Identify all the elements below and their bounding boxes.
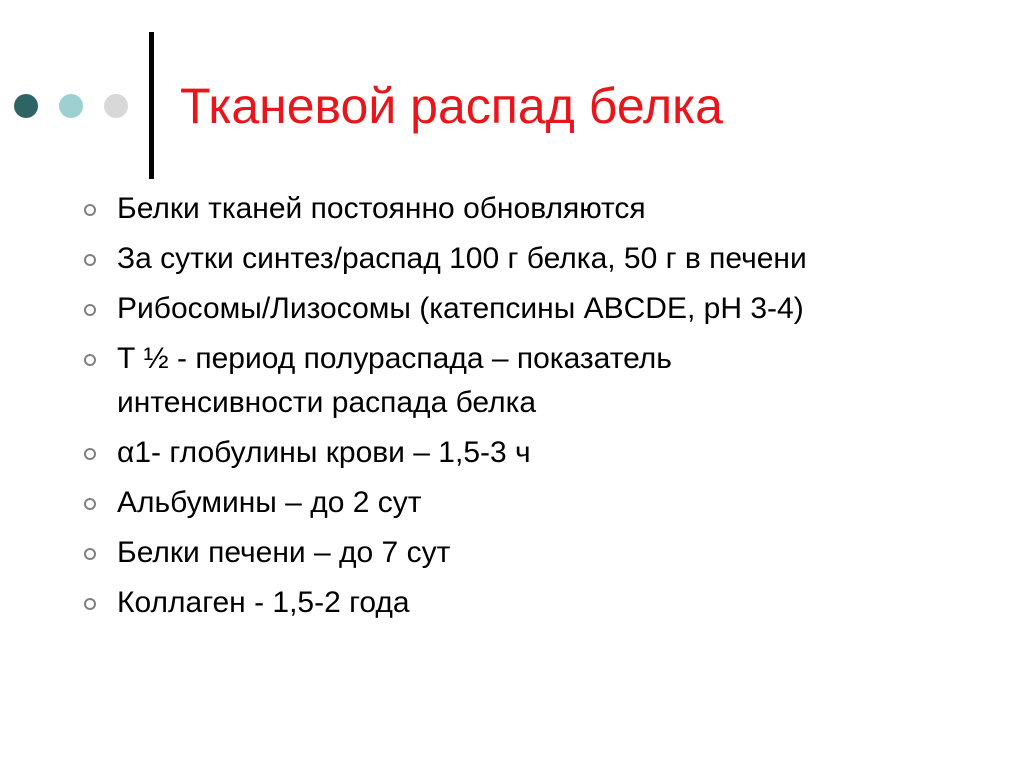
bullet-ring-icon: [84, 498, 96, 510]
title-divider-line: [149, 32, 154, 179]
bullet-item: [80, 581, 980, 625]
bullet-item: [80, 531, 980, 575]
bullet-item: [80, 337, 980, 425]
bullet-ring-icon: [84, 204, 96, 216]
decorative-dot-light-teal: [59, 94, 83, 118]
bullet-text: Белки печени – до 7 сут: [117, 536, 451, 569]
bullet-ring-icon: [84, 354, 96, 366]
bullet-text: Рибосомы/Лизосомы (катепсины ABCDE, pH 3-4): [117, 292, 804, 325]
bullet-text: α1- глобулины крови – 1,5-3 ч: [117, 436, 531, 469]
bullet-ring-icon: [84, 448, 96, 460]
bullet-item: [80, 431, 980, 475]
slide-title: Тканевой распад белка: [180, 78, 723, 134]
decorative-dot-dark-teal: [14, 94, 38, 118]
bullet-item: [80, 237, 980, 281]
bullet-list: [80, 187, 980, 631]
bullet-item: [80, 187, 980, 231]
bullet-ring-icon: [84, 304, 96, 316]
bullet-ring-icon: [84, 598, 96, 610]
bullet-text-line-2: интенсивности распада белка: [117, 386, 537, 419]
bullet-item: [80, 481, 980, 525]
bullet-text: Коллаген - 1,5-2 года: [117, 586, 410, 619]
bullet-text: Альбумины – до 2 сут: [117, 486, 422, 519]
bullet-text: За сутки синтез/распад 100 г белка, 50 г в печени: [117, 242, 807, 275]
decorative-dot-gray: [104, 94, 128, 118]
bullet-ring-icon: [84, 254, 96, 266]
bullet-item: [80, 287, 980, 331]
bullet-text: Белки тканей постоянно обновляются: [117, 192, 646, 225]
bullet-text-line-1: Т ½ - период полураспада – показатель: [117, 342, 672, 375]
bullet-ring-icon: [84, 548, 96, 560]
